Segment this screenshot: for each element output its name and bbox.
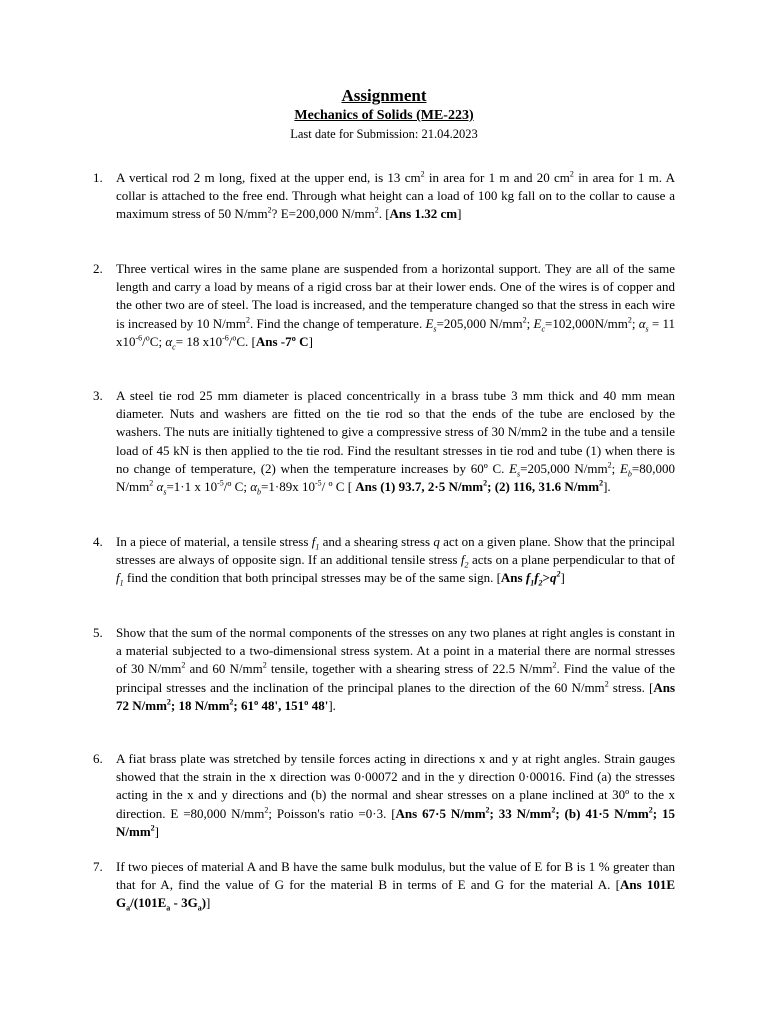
question-number: 4. <box>93 534 103 549</box>
answer: Ans 1.32 cm <box>389 206 458 222</box>
question-2 <box>93 260 675 351</box>
question-1 <box>93 169 675 224</box>
question-text: If two pieces of material A and B have the same bulk modulus, but the value of E for B is 1 % greater than that for A, find the value of G for the material B in terms of E and G for the material A. [Ans 101E $G_a/(101E_a - 3G_a)$] <box>116 859 675 913</box>
question-text: In a piece of material, a tensile stress $f_1$ and a shearing stress q act on a given plane. Show that the principal stresses are always of opposite sign. If an additional tensile stress $f_2$ acts on a plane perpendicular to that of $f_1$ find the condition that both principal stresses may be of the same sign. [Ans $f_1f_2>q^2$] <box>116 534 676 588</box>
question-4 <box>93 533 675 588</box>
question-number: 7. <box>93 859 103 874</box>
question-number: 6. <box>93 751 103 766</box>
question-number: 3. <box>93 388 103 403</box>
answer: Ans 67·5 $N/mm^2$; 33 $N/mm^2$; (b) 41·5 $N/mm^2$; 15 $N/mm^2$ <box>116 805 675 839</box>
question-number: 1. <box>93 170 103 185</box>
question-7 <box>93 858 675 913</box>
question-text: Three vertical wires in the same plane are suspended from a horizontal support. They are all of the same length and carry a load by means of a rigid cross bar at their lower ends. One of the wires is of copper and the other two are of steel. The load is increased, and the temperature changed so that the stress in each wire is increased by 10 $N/mm^2$. Find the change of temperature. $E_s=205,000$ $N/mm^2$; $E_c=102,000N/mm^2$; $\alpha_s = 11$ $x10^{-6}/^oC$; $\alpha_c= 18$ $x10^{-6}/^oC$. [Ans -7º C] <box>116 261 676 352</box>
question-text: A steel tie rod 25 mm diameter is placed concentrically in a brass tube 3 mm thick and 40 mm mean diameter. Nuts and washers are fitted on the tie rod so that the ends of the tube are enclosed by the washers. The nuts are initially tightened to give a compressive stress of 30 N/mm2 in the tube and a tensile load of 45 kN is then applied to the tie rod. Find the resultant stresses in tie rod and tube (1) when there is no change of temperature, (2) when the temperature increases by 60º C. $E_s=205,000$ $N/mm^2$; $E_b=80,000$ $N/mm^2$ $\alpha_s=1\cdot 1$ x $10^{-5}/º$ C; $\alpha_b=1\cdot 89x$ $10^{-5}/$ º C [ Ans (1) 93.7, 2·5 $N/mm^2$; (2) 116, 31.6 $N/mm^2$]. <box>116 388 675 497</box>
question-6 <box>93 750 675 841</box>
question-5 <box>93 624 675 715</box>
course-title: Mechanics of Solids (ME-223) <box>294 108 474 123</box>
answer: Ans 72 $N/mm^2$; 18 $N/mm^2$; 61º 48', 151º 48' <box>116 679 676 713</box>
answer: Ans $f_1f_2>q^2$ <box>500 570 561 588</box>
answer: Ans (1) 93.7, 2·5 $N/mm^2$; (2) 116, 31.6 $N/mm^2$ <box>355 478 604 495</box>
question-number: 2. <box>93 261 103 276</box>
question-text: Show that the sum of the normal components of the stresses on any two planes at right angles is constant in a material subjected to a two-dimensional stress system. At a point in a material there are normal stresses of 30 $N/mm^2$ and 60 $N/mm^2$ tensile, together with a shearing stress of 22.5 $N/mm^2$. Find the value of the principal stresses and the inclination of the principal planes to the direction of the 60 $N/mm^2$ stress. [Ans 72 $N/mm^2$; 18 $N/mm^2$; 61º 48', 151º 48']. <box>116 625 676 713</box>
question-text: A vertical rod 2 m long, fixed at the upper end, is 13 $cm^2$ in area for 1 m and 20 $cm^2$ in area for 1 m. A collar is attached to the free end. Through what height can a load of 100 kg fall on to the collar to cause a maximum stress of 50 $N/mm^2$? E=200,000 $N/mm^2$. [Ans 1.32 cm] <box>116 169 675 222</box>
answer: Ans -7º C <box>255 333 309 349</box>
answer: Ans 101E $G_a/(101E_a - 3G_a)$ <box>116 877 675 913</box>
question-3 <box>93 387 675 496</box>
submission-deadline: Last date for Submission: 21.04.2023 <box>290 127 478 141</box>
question-number: 5. <box>93 625 103 640</box>
question-text: A fiat brass plate was stretched by tensile forces acting in directions x and y at right angles. Strain gauges showed that the strain in the x direction was 0·00072 and in the y direction 0·00016. Find (a) the stresses acting in the x and y directions and (b) the normal and shear stresses on a plane inclined at 30º to the x direction. E =80,000 $N/mm^2$; Poisson's ratio =0·3. [Ans 67·5 $N/mm^2$; 33 $N/mm^2$; (b) 41·5 $N/mm^2$; 15 $N/mm^2$] <box>116 751 675 839</box>
page-title: Assignment <box>341 86 427 105</box>
